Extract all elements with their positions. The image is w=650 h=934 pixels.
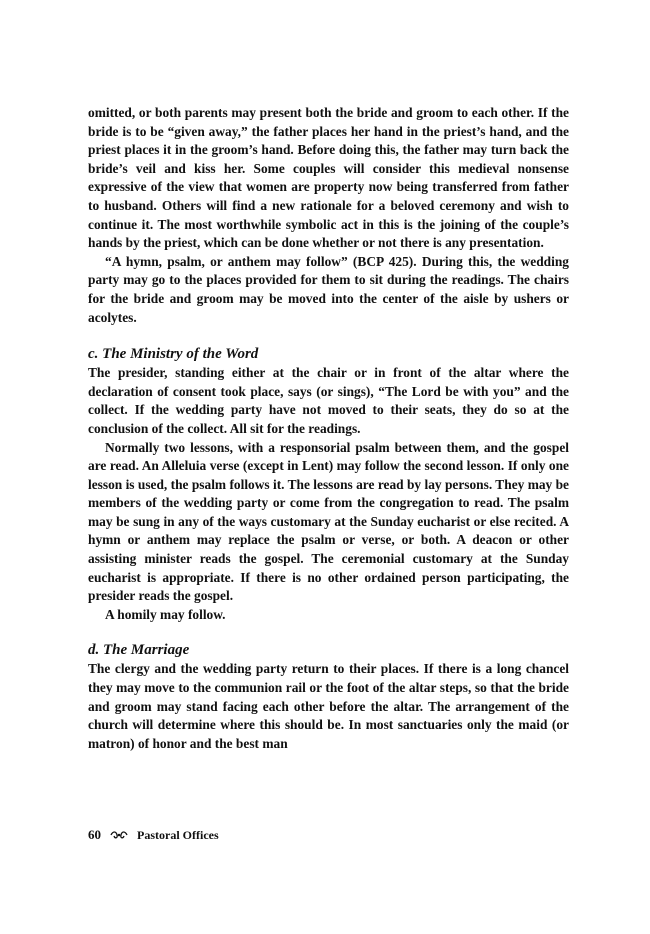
- fleuron-icon: [109, 830, 129, 840]
- paragraph-hymn: “A hymn, psalm, or anthem may follow” (BCP 425). During this, the wedding party may go to the places provided for them to sit during the readings. The chairs for the bride and groom may be moved into the center of the aisle by ushers or acolytes.: [88, 253, 569, 325]
- section-spacer: [88, 624, 569, 641]
- running-title: Pastoral Offices: [137, 827, 219, 842]
- page-body: [88, 104, 569, 753]
- section-spacer: [88, 327, 569, 345]
- paragraph-marriage: The clergy and the wedding party return to their places. If there is a long chancel they may move to the communion rail or the foot of the altar steps, so that the bride and groom may stand facing each other before the altar. The arrangement of the church will determine where this should be. In most sanctuaries only the maid (or matron) of honor and the best man: [88, 661, 569, 751]
- paragraph-presentation: omitted, or both parents may present both the bride and groom to each other. If the bride is to be “given away,” the father places her hand in the priest’s hand, and the priest places it in the groom’s hand. Before doing this, the father may turn back the bride’s veil and kiss her. Some couples will consider this medieval nonsense expressive of the view that women are property now being transferred from father to husband. Others will find a new rationale for a beloved ceremony and wish to continue it. The most worthwhile symbolic act in this is the joining of the couple’s hands by the priest, which can be done whether or not there is any presentation.: [88, 105, 569, 251]
- page-number: 60: [88, 827, 101, 842]
- paragraph-presider: The presider, standing either at the chair or in front of the altar where the declaration of consent took place, says (or sings), “The Lord be with you” and the collect. If the wedding party have not moved to their seats, they do so at the conclusion of the collect. All sit for the readings.: [88, 365, 569, 436]
- section-heading-marriage: d. The Marriage: [88, 642, 190, 659]
- paragraph-homily: A homily may follow.: [105, 606, 226, 622]
- section-heading-ministry-of-the-word: c. The Ministry of the Word: [88, 346, 259, 363]
- page-footer: [88, 827, 219, 843]
- paragraph-lessons: Normally two lessons, with a responsorial psalm between them, and the gospel are read. An Alleluia verse (except in Lent) may follow the second lesson. If only one lesson is used, the psalm follows it. The lessons are read by lay persons. They may be members of the wedding party or come from the congregation to read. The psalm may be sung in any of the ways customary at the Sunday eucharist or else recited. A hymn or anthem may replace the psalm or verse, or both. A deacon or other assisting minister reads the gospel. The ceremonial customary at the Sunday eucharist is appropriate. If there is no other ordained person participating, the presider reads the gospel.: [88, 439, 569, 604]
